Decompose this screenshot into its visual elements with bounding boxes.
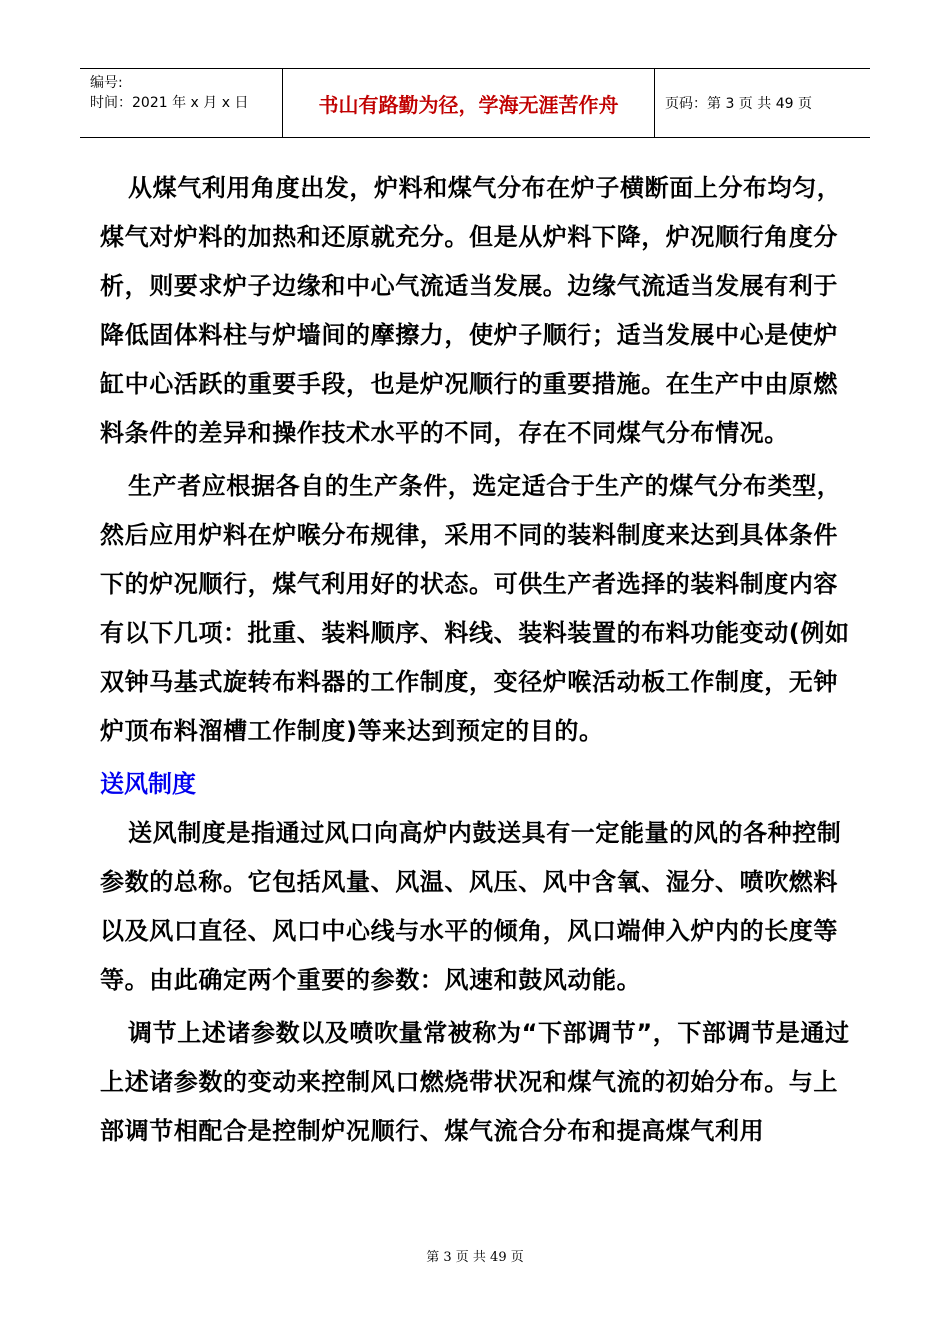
body-paragraph-1: 从煤气利用角度出发，炉料和煤气分布在炉子横断面上分布均匀，煤气对炉料的加热和还原就充分。但是从炉料下降，炉况顺行角度分析，则要求炉子边缘和中心气流适当发展。边缘气流适当发展有利于降低固体料柱与炉墙间的摩擦力，使炉子顺行；适当发展中心是使炉缸中心活跃的重要手段，也是炉况顺行的重要措施。在生产中由原燃料条件的差异和操作技术水平的不同，存在不同煤气分布情况。 xyxy=(100,174,842,447)
section-heading: 送风制度 xyxy=(100,770,196,798)
section-paragraph-2: 调节上述诸参数以及喷吹量常被称为“下部调节”，下部调节是通过上述诸参数的变动来控制风口燃烧带状况和煤气流的初始分布。与上部调节相配合是控制炉况顺行、煤气流合分布和提高煤气利用 xyxy=(100,1019,850,1145)
document-date-label: 时间：2021 年 x 月 x 日 xyxy=(90,95,249,111)
page-footer: 第 3 页 共 49 页 xyxy=(426,1250,524,1265)
body-paragraph-2: 生产者应根据各自的生产条件，选定适合于生产的煤气分布类型，然后应用炉料在炉喉分布规律，采用不同的装料制度来达到具体条件下的炉况顺行，煤气利用好的状态。可供生产者选择的装料制度内容有以下几项：批重、装料顺序、料线、装料装置的布料功能变动(例如双钟马基式旋转布料器的工作制度，变径炉喉活动板工作制度，无钟炉顶布料溜槽工作制度)等来达到预定的目的。 xyxy=(100,472,850,745)
header-motto: 书山有路勤为径，学海无涯苦作舟 xyxy=(283,69,655,137)
page-header xyxy=(80,68,870,138)
document-number-label: 编号: xyxy=(90,75,123,91)
document-body xyxy=(100,164,862,1160)
section-paragraph-1: 送风制度是指通过风口向高炉内鼓送具有一定能量的风的各种控制参数的总称。它包括风量、风温、风压、风中含氧、湿分、喷吹燃料以及风口直径、风口中心线与水平的倾角，风口端伸入炉内的长度等等。由此确定两个重要的参数：风速和鼓风动能。 xyxy=(100,819,842,994)
header-page-info: 页码：第 3 页 共 49 页 xyxy=(665,96,812,112)
header-meta xyxy=(80,69,283,137)
